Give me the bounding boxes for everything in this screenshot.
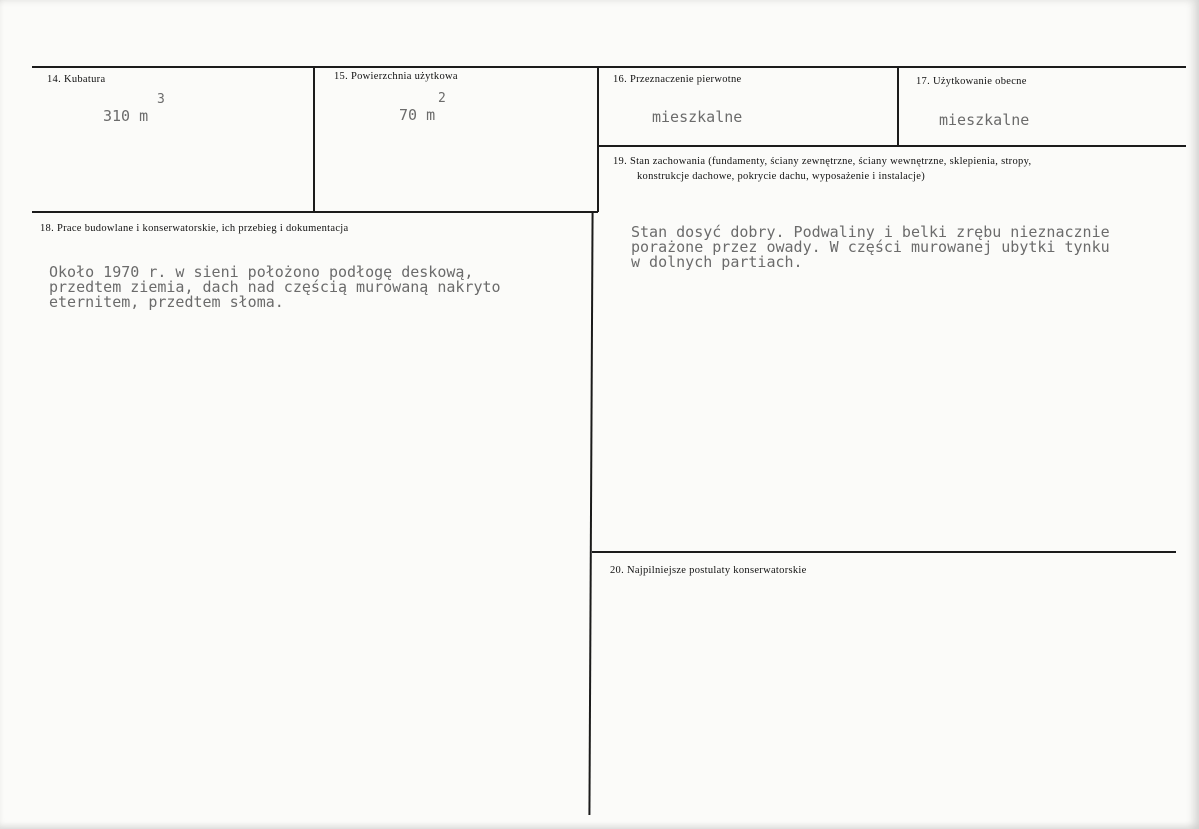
rule-below-14-15 <box>32 211 598 213</box>
field-19-label-line-1: 19. Stan zachowania (fundamenty, ściany zewnętrzne, ściany wewnętrzne, sklepienia, stropy, <box>613 156 1032 167</box>
field-19-line-3: w dolnych partiach. <box>631 253 803 271</box>
field-18-line-1: Około 1970 r. w sieni położono podłogę deskową, <box>49 263 474 281</box>
field-18-label: 18. Prace budowlane i konserwatorskie, ich przebieg i dokumentacja <box>40 223 349 234</box>
field-15-label: 15. Powierzchnia użytkowa <box>334 71 458 82</box>
field-19-line-1: Stan dosyć dobry. Podwaliny i belki zrębu nieznacznie <box>631 223 1110 241</box>
top-rule <box>32 66 1186 68</box>
field-19-label-line-2: konstrukcje dachowe, pokrycie dachu, wyposażenie i instalacje) <box>637 171 925 182</box>
field-18-line-3: eternitem, przedtem słoma. <box>49 293 284 311</box>
divider-16-17 <box>897 68 899 146</box>
rule-above-20 <box>592 551 1176 553</box>
field-15-unit-exponent: 2 <box>438 91 446 106</box>
field-17-label: 17. Użytkowanie obecne <box>916 76 1027 87</box>
field-16-label: 16. Przeznaczenie pierwotne <box>613 74 742 85</box>
divider-15-16 <box>597 66 599 212</box>
rule-below-16-17 <box>599 145 1186 147</box>
divider-14-15 <box>313 66 315 212</box>
field-20-label: 20. Najpilniejsze postulaty konserwatorskie <box>610 565 807 576</box>
field-16-value: mieszkalne <box>652 108 743 126</box>
field-14-unit-exponent: 3 <box>157 92 165 107</box>
field-19-line-2: porażone przez owady. W części murowanej ubytki tynku <box>631 238 1110 256</box>
field-14-value: 310 m <box>103 107 149 125</box>
field-14-label: 14. Kubatura <box>47 74 106 85</box>
main-column-divider <box>588 211 593 815</box>
field-15-value: 70 m <box>399 106 436 124</box>
field-18-line-2: przedtem ziemia, dach nad częścią murowaną nakryto <box>49 278 501 296</box>
field-17-value: mieszkalne <box>939 111 1030 129</box>
